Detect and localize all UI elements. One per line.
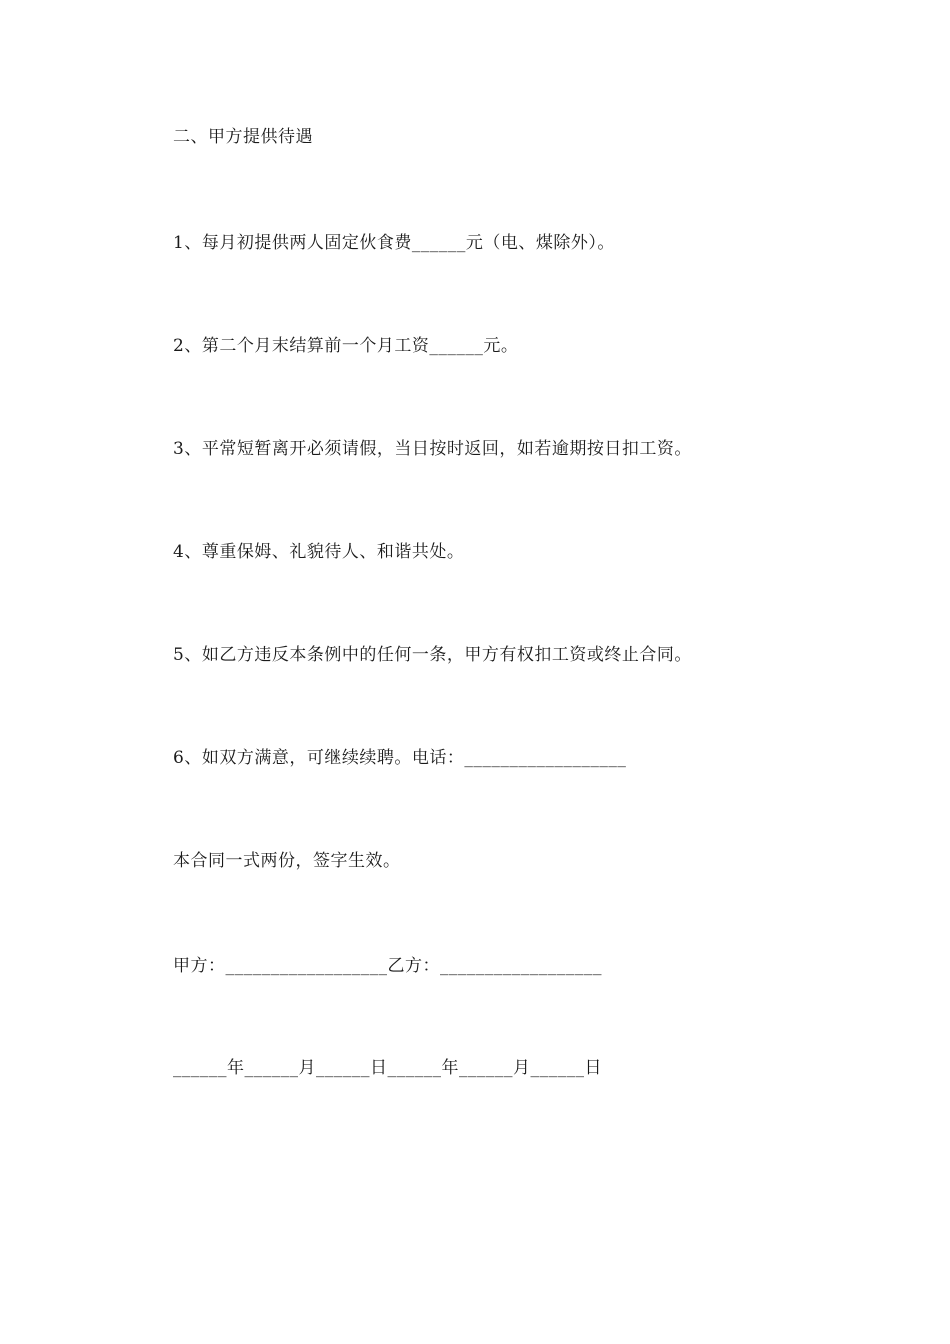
closing-note: 本合同一式两份，签字生效。 <box>173 851 401 871</box>
clause-2: 2、第二个月末结算前一个月工资______元。 <box>173 336 519 356</box>
clause-5: 5、如乙方违反本条例中的任何一条，甲方有权扣工资或终止合同。 <box>173 645 692 665</box>
signature-line: 甲方：__________________乙方：__________________ <box>173 956 602 976</box>
clause-4: 4、尊重保姆、礼貌待人、和谐共处。 <box>173 542 465 562</box>
clause-1: 1、每月初提供两人固定伙食费______元（电、煤除外）。 <box>173 233 615 253</box>
date-line: ______年______月______日______年______月______日 <box>173 1058 602 1078</box>
section-heading: 二、甲方提供待遇 <box>173 127 313 147</box>
clause-3: 3、平常短暂离开必须请假，当日按时返回，如若逾期按日扣工资。 <box>173 439 692 459</box>
clause-6: 6、如双方满意，可继续续聘。电话：__________________ <box>173 748 627 768</box>
